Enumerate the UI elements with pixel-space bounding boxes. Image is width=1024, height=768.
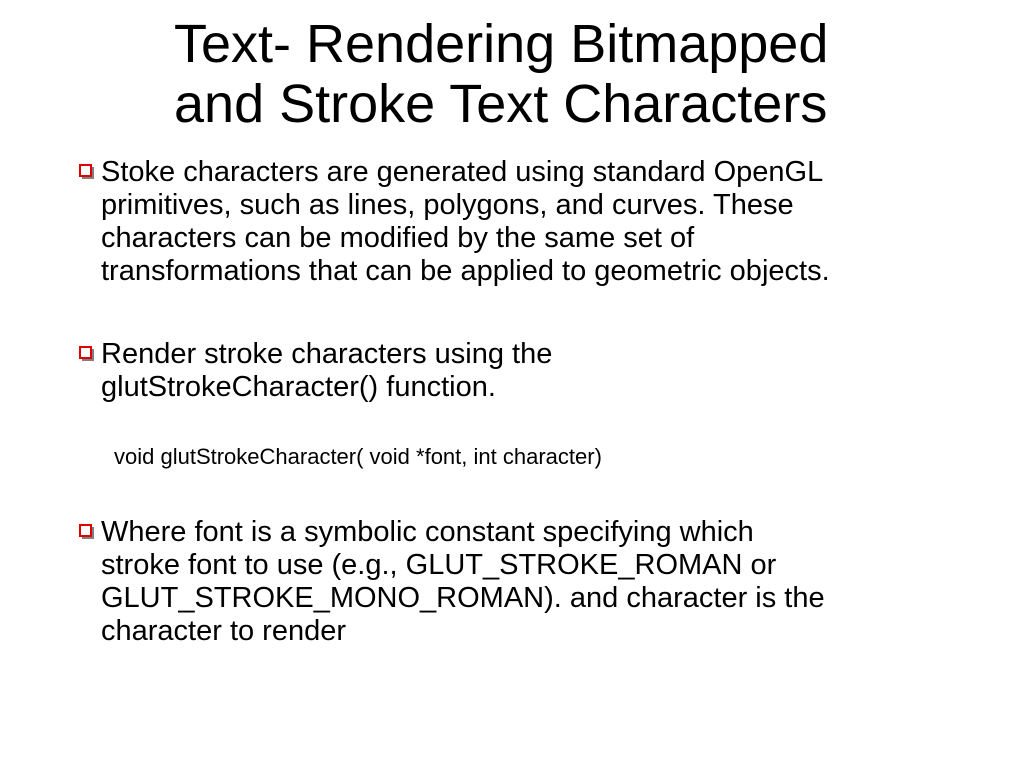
bullet-text-line: Render stroke characters using the <box>101 338 553 370</box>
bullet-item-stroke-characters <box>76 156 996 288</box>
bullet-text-line: GLUT_STROKE_MONO_ROMAN). and character is the <box>101 582 825 614</box>
hollow-square-bullet-icon <box>79 346 92 359</box>
bullet-item-font-constant <box>76 516 996 648</box>
hollow-square-bullet-icon <box>79 164 92 177</box>
hollow-square-bullet-icon <box>79 524 92 537</box>
bullet-text-line: character to render <box>101 615 347 647</box>
slide-title-line: and Stroke Text Characters <box>174 74 828 134</box>
bullet-text-line: characters can be modified by the same set of <box>101 222 695 254</box>
bullet-text-line: transformations that can be applied to geometric objects. <box>101 255 830 287</box>
bullet-spacer <box>76 288 996 338</box>
bullet-item-render-stroke <box>76 338 996 404</box>
bullet-text-line: glutStrokeCharacter() function. <box>101 371 496 403</box>
slide-title <box>174 14 994 134</box>
bullet-text-line: Stoke characters are generated using standard OpenGL <box>101 156 824 188</box>
bullet-spacer <box>76 404 996 444</box>
code-signature: void glutStrokeCharacter( void *font, int character) <box>114 444 602 469</box>
bullet-list <box>76 156 996 648</box>
bullet-text-line: stroke font to use (e.g., GLUT_STROKE_ROMAN or <box>101 549 777 581</box>
bullet-text-line: Where font is a symbolic constant specifying which <box>101 516 754 548</box>
bullet-text-line: primitives, such as lines, polygons, and curves. These <box>101 189 794 221</box>
bullet-spacer <box>76 470 996 516</box>
slide-title-line: Text- Rendering Bitmapped <box>174 14 829 74</box>
